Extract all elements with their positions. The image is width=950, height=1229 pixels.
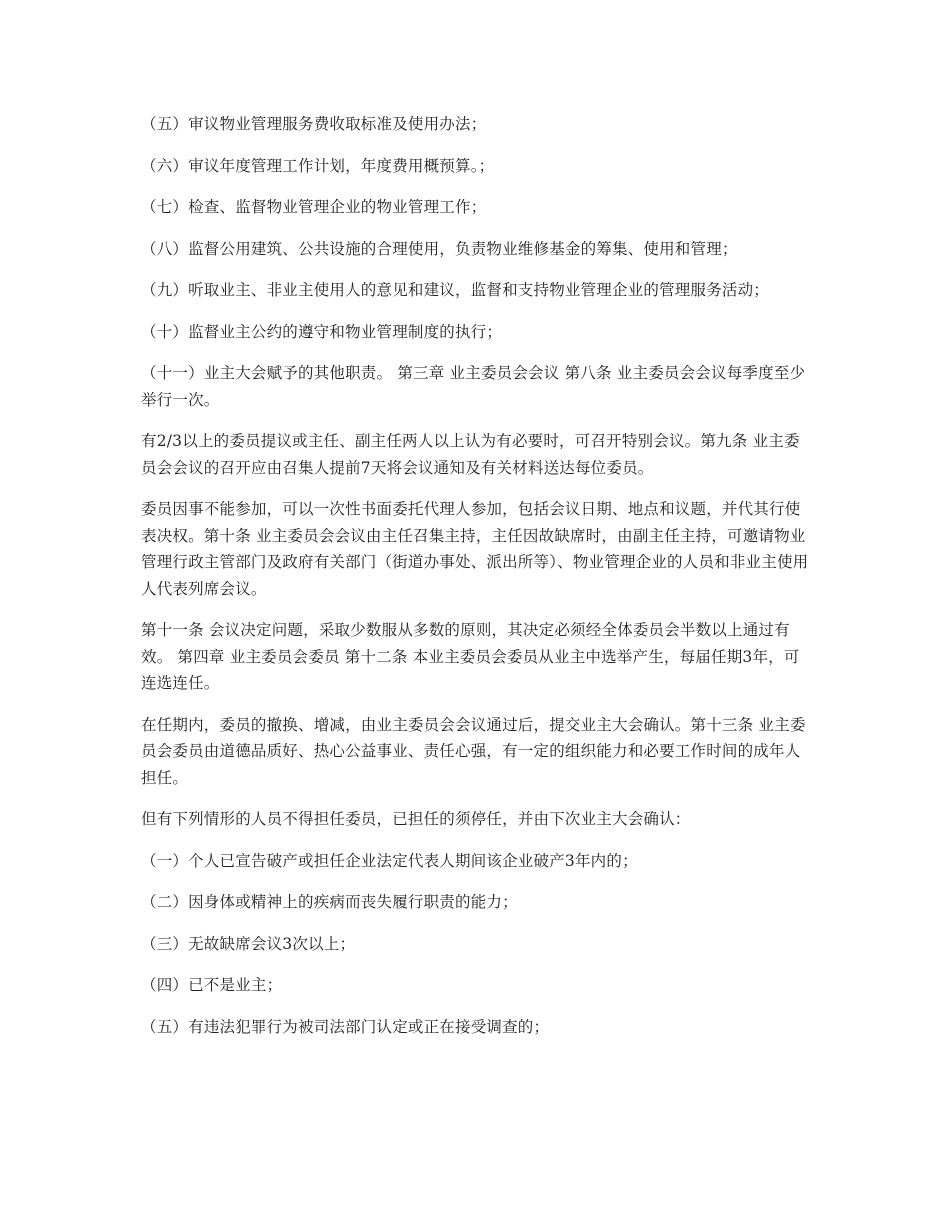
paragraph-item-5-review-fees: （五）审议物业管理服务费收取标准及使用办法； <box>141 115 487 133</box>
paragraph-disq-item-3: （三）无故缺席会议3次以上； <box>141 934 356 953</box>
paragraph-special-meeting: 有2/3以上的委员提议或主任、副主任两人以上认为有必要时，可召开特别会议。第九条 业主委员会会议的召开应由召集人提前7天将会议通知及有关材料送达每位委员。 <box>141 432 800 477</box>
document-body <box>141 111 809 1055</box>
paragraph-item-8-public-facilities: （八）监督公用建筑、公共设施的合理使用，负责物业维修基金的筹集、使用和管理； <box>141 239 738 258</box>
paragraph-article-11-chapter-4: 第十一条 会议决定问题，采取少数服从多数的原则，其决定必须经全体委员会半数以上通过有效。 第四章 业主委员会委员 第十二条 本业主委员会委员从业主中选举产生，每届任期3年，可连选连任。 <box>141 621 800 692</box>
paragraph-item-11-chapter-3: （十一）业主大会赋予的其他职责。 第三章 业主委员会会议 第八条 业主委员会会议每季度至少举行一次。 <box>141 364 806 409</box>
paragraph-proxy-article-10: 委员因事不能参加，可以一次性书面委托代理人参加，包括会议日期、地点和议题，并代其行使表决权。第十条 业主委员会会议由主任召集主持，主任因故缺席时，由副主任主持，可邀请物业管理行政主管部门及政府有关部门（街道办事处、派出所等）、物业管理企业的人员和非业主使用人代表列席会议。 <box>141 500 809 598</box>
paragraph-disq-item-4: （四）已不是业主； <box>141 976 283 994</box>
paragraph-disqualification-intro: 但有下列情形的人员不得担任委员，已担任的须停任，并由下次业主大会确认： <box>141 810 691 828</box>
paragraph-item-9-listen-opinions: （九）听取业主、非业主使用人的意见和建议，监督和支持物业管理企业的管理服务活动； <box>141 281 770 299</box>
paragraph-disq-item-1: （一）个人已宣告破产或担任企业法定代表人期间该企业破产3年内的； <box>141 851 638 870</box>
paragraph-item-7-supervise-company: （七）检查、监督物业管理企业的物业管理工作； <box>141 198 487 216</box>
paragraph-item-6-annual-plan: （六）审议年度管理工作计划，年度费用概预算。； <box>141 156 495 175</box>
paragraph-item-10-owner-convention: （十）监督业主公约的遵守和物业管理制度的执行； <box>141 322 503 341</box>
paragraph-disq-item-2: （二）因身体或精神上的疾病而丧失履行职责的能力； <box>141 893 518 911</box>
paragraph-term-article-13: 在任期内，委员的撤换、增减，由业主委员会会议通过后，提交业主大会确认。第十三条 业主委员会委员由道德品质好、热心公益事业、责任心强，有一定的组织能力和必要工作时间的成年人担任。 <box>141 715 806 787</box>
paragraph-disq-item-5: （五）有违法犯罪行为被司法部门认定或正在接受调查的； <box>141 1017 550 1036</box>
